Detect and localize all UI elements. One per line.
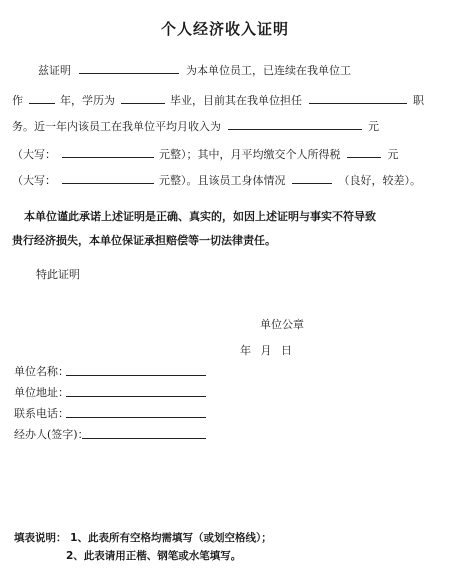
body-text: 年，学历为 <box>60 94 115 107</box>
education-blank[interactable] <box>121 92 165 104</box>
field-unit-address-label: 单位地址： <box>14 386 69 399</box>
body-text: 元整）。且该员工身体情况 <box>159 174 286 187</box>
field-phone-input[interactable] <box>66 417 206 418</box>
body-text: 元整）；其中，月平均缴交个人所得税 <box>159 148 341 161</box>
field-handler-label: 经办人(签字)： <box>14 428 89 441</box>
body-line-3 <box>12 118 379 134</box>
notes-line-1: 填表说明： 1、此表所有空格均需填写（或划空格线）； <box>14 532 272 544</box>
page-title: 个人经济收入证明 <box>160 20 289 38</box>
body-text: 元 <box>387 148 399 161</box>
body-line-2 <box>12 92 424 108</box>
field-unit-name-input[interactable] <box>66 375 206 376</box>
years-blank[interactable] <box>29 92 55 104</box>
notes-line-2: 2、此表请用正楷、钢笔或水笔填写。 <box>66 550 242 562</box>
body-text: （大写： <box>12 148 56 161</box>
date-label: 年 月 日 <box>240 344 292 357</box>
monthly-income-blank[interactable] <box>228 118 362 130</box>
body-line-1 <box>38 62 351 78</box>
income-capital-blank[interactable] <box>62 146 154 158</box>
body-text: 毕业，目前其在我单位担任 <box>170 94 302 107</box>
health-blank[interactable] <box>292 172 332 184</box>
body-text: 务。近一年内该员工在我单位平均月收入为 <box>12 120 221 133</box>
body-text: 为本单位员工，已连续在我单位工 <box>186 64 351 77</box>
seal-label: 单位公章 <box>260 318 304 331</box>
field-unit-address-input[interactable] <box>66 396 206 397</box>
tax-blank[interactable] <box>347 146 381 158</box>
tax-capital-blank[interactable] <box>62 172 154 184</box>
body-text: 职 <box>413 94 424 107</box>
field-handler-input[interactable] <box>82 438 206 439</box>
body-text: （大写： <box>12 174 56 187</box>
field-unit-name-label: 单位名称： <box>14 365 69 378</box>
body-text: （良好，较差）。 <box>338 174 421 187</box>
body-text: 兹证明 <box>38 64 71 77</box>
employee-name-blank[interactable] <box>79 62 179 74</box>
body-text: 作 <box>12 94 23 107</box>
body-line-4 <box>12 146 399 162</box>
position-blank[interactable] <box>309 92 407 104</box>
declaration-line-1: 本单位谨此承诺上述证明是正确、真实的，如因上述证明与事实不符导致 <box>24 210 376 223</box>
field-phone-label: 联系电话： <box>14 407 69 420</box>
declaration-line-2: 贵行经济损失，本单位保证承担赔偿等一切法律责任。 <box>12 234 276 247</box>
hereby-certify: 特此证明 <box>36 268 80 281</box>
body-text: 元 <box>368 120 379 133</box>
body-line-5 <box>12 172 421 188</box>
